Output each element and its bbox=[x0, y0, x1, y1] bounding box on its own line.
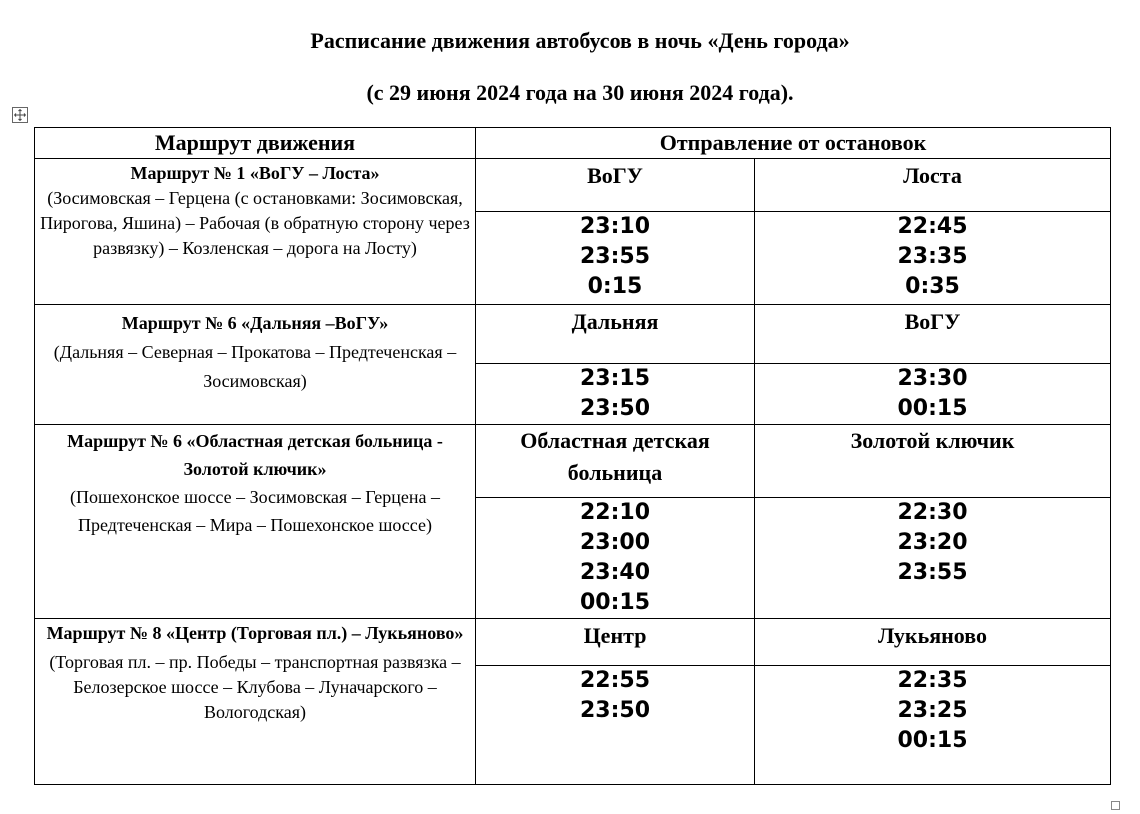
departure-times bbox=[476, 364, 755, 425]
route-path: (Пошехонское шоссе – Зосимовская – Герцена – Предтеченская – Мира – Пошехонское шоссе) bbox=[70, 487, 440, 535]
route-description bbox=[35, 305, 476, 425]
stop-name: ВоГУ bbox=[476, 159, 755, 212]
table-row bbox=[35, 159, 1111, 212]
schedule-table bbox=[34, 127, 1111, 785]
departure-time: 23:50 bbox=[579, 698, 651, 723]
table-row bbox=[35, 619, 1111, 666]
route-name: Маршрут № 6 «Областная детская больница - Золотой ключик» bbox=[67, 431, 443, 479]
route-path: (Торговая пл. – пр. Победы – транспортная развязка – Белозерское шоссе – Клубова – Луначарского – Вологодская) bbox=[49, 652, 461, 722]
departure-time: 00:15 bbox=[897, 728, 968, 753]
departure-time: 23:30 bbox=[897, 366, 968, 391]
departure-column-header: Отправление от остановок bbox=[476, 128, 1111, 159]
departure-time: 23:55 bbox=[579, 244, 651, 269]
route-name: Маршрут № 6 «Дальняя –ВоГУ» bbox=[121, 313, 389, 333]
route-name: Маршрут № 8 «Центр (Торговая пл.) – Лукьяново» bbox=[46, 623, 464, 643]
departure-time: 23:55 bbox=[897, 560, 968, 585]
departure-time: 23:15 bbox=[579, 366, 651, 391]
departure-time: 0:35 bbox=[905, 274, 960, 299]
route-name: Маршрут № 1 «ВоГУ – Лоста» bbox=[130, 163, 380, 183]
route-path: (Дальняя – Северная – Прокатова – Предтеченская – Зосимовская) bbox=[53, 342, 457, 391]
departure-time: 00:15 bbox=[579, 590, 651, 615]
departure-time: 23:35 bbox=[897, 244, 968, 269]
departure-time: 23:20 bbox=[897, 530, 968, 555]
route-description bbox=[35, 619, 476, 785]
departure-times bbox=[755, 212, 1111, 305]
departure-time: 23:25 bbox=[897, 698, 968, 723]
stop-name: Лоста bbox=[755, 159, 1111, 212]
stop-name: Лукьяново bbox=[755, 619, 1111, 666]
departure-time: 0:15 bbox=[587, 274, 643, 299]
departure-time: 23:40 bbox=[579, 560, 651, 585]
stop-name: Областная детская больница bbox=[476, 425, 755, 498]
document-title: Расписание движения автобусов в ночь «День города» bbox=[310, 28, 850, 53]
departure-time: 23:00 bbox=[579, 530, 651, 555]
departure-times bbox=[476, 666, 755, 785]
table-move-handle-icon[interactable] bbox=[12, 107, 28, 123]
departure-time: 22:10 bbox=[579, 500, 651, 525]
departure-time: 22:45 bbox=[897, 214, 968, 239]
table-row bbox=[35, 305, 1111, 364]
document-subtitle: (с 29 июня 2024 года на 30 июня 2024 года). bbox=[366, 80, 794, 105]
departure-time: 23:10 bbox=[579, 214, 651, 239]
table-row bbox=[35, 425, 1111, 498]
table-header-row bbox=[35, 128, 1111, 159]
stop-name: ВоГУ bbox=[755, 305, 1111, 364]
stop-name: Центр bbox=[476, 619, 755, 666]
departure-times bbox=[755, 666, 1111, 785]
departure-time: 22:55 bbox=[579, 668, 651, 693]
departure-times bbox=[755, 364, 1111, 425]
stop-name: Дальняя bbox=[476, 305, 755, 364]
departure-time: 23:50 bbox=[579, 396, 651, 421]
table-resize-handle[interactable] bbox=[1111, 801, 1120, 810]
route-description bbox=[35, 159, 476, 305]
departure-times bbox=[476, 212, 755, 305]
departure-time: 00:15 bbox=[897, 396, 968, 421]
departure-times bbox=[476, 498, 755, 619]
departure-times bbox=[755, 498, 1111, 619]
departure-time: 22:35 bbox=[897, 668, 968, 693]
stop-name: Золотой ключик bbox=[755, 425, 1111, 498]
route-path: (Зосимовская – Герцена (с остановками: Зосимовская, Пирогова, Яшина) – Рабочая (в обратную сторону через развязку) – Козленская – дорога на Лосту) bbox=[40, 188, 470, 258]
route-column-header: Маршрут движения bbox=[35, 128, 476, 159]
route-description bbox=[35, 425, 476, 619]
departure-time: 22:30 bbox=[897, 500, 968, 525]
